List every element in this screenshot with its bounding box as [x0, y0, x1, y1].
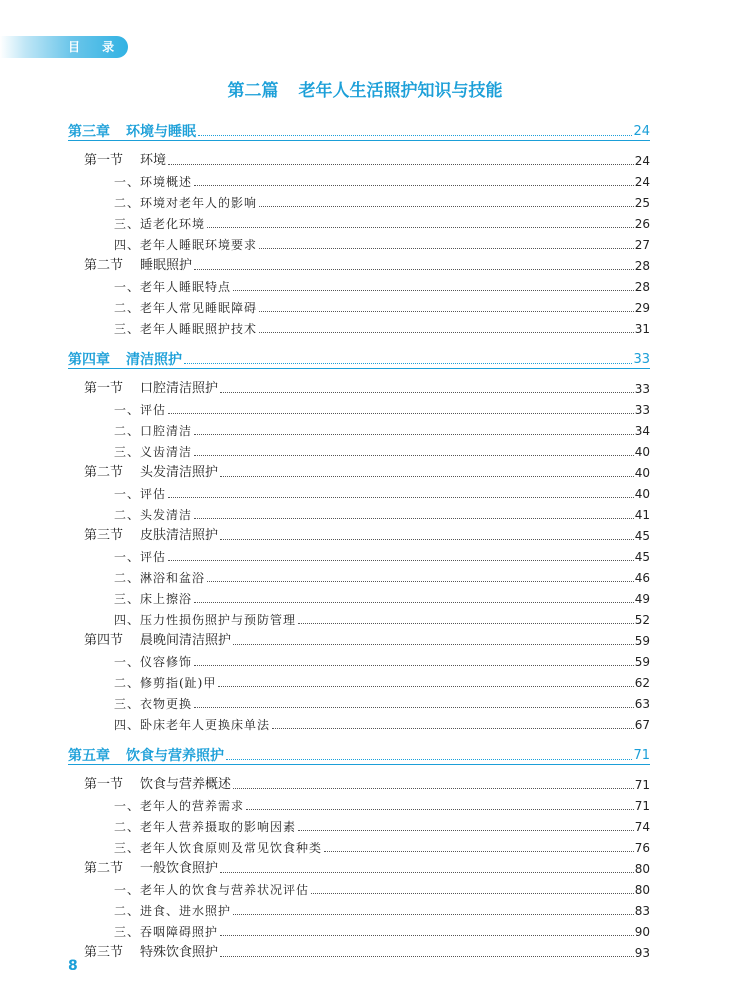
item-title: 一、评估: [114, 487, 167, 501]
toc-item-entry[interactable]: [68, 502, 650, 523]
toc-item-entry[interactable]: [68, 544, 650, 565]
toc-section-entry[interactable]: [68, 523, 650, 544]
item-title: 三、床上擦浴: [114, 592, 193, 606]
chapter-title: 饮食与营养照护: [126, 748, 224, 764]
section-label: [84, 945, 218, 961]
item-page: 40: [634, 445, 650, 459]
dot-leader: [220, 935, 634, 936]
dot-leader: [220, 476, 634, 477]
toc-item-entry[interactable]: [68, 691, 650, 712]
item-page: 24: [634, 175, 650, 189]
dot-leader: [226, 759, 632, 760]
dot-leader: [194, 602, 634, 603]
dot-leader: [194, 434, 634, 435]
chapter-page: 71: [633, 748, 650, 763]
dot-leader: [218, 686, 633, 687]
toc-item-entry[interactable]: [68, 586, 650, 607]
item-title: 二、老年人营养摄取的影响因素: [114, 820, 297, 834]
section-number: 第三节: [84, 945, 124, 960]
section-title: 一般饮食照护: [140, 861, 219, 876]
item-title: 一、老年人的营养需求: [114, 799, 245, 813]
chapter-page: 24: [633, 124, 650, 139]
dot-leader: [298, 830, 634, 831]
section-title: 睡眠照护: [140, 258, 193, 273]
dot-leader: [220, 539, 634, 540]
item-page: 26: [634, 217, 650, 231]
dot-leader: [298, 623, 634, 624]
toc-section-entry[interactable]: [68, 856, 650, 877]
dot-leader: [311, 893, 634, 894]
item-page: 25: [634, 196, 650, 210]
dot-leader: [194, 269, 634, 270]
item-page: 29: [634, 301, 650, 315]
chapter-page: 33: [633, 352, 650, 367]
dot-leader: [184, 363, 632, 364]
item-page: 74: [634, 820, 650, 834]
section-label: [84, 777, 231, 793]
section-title: 特殊饮食照护: [140, 945, 219, 960]
toc-item-entry[interactable]: [68, 190, 650, 211]
chapter-rule: [68, 140, 650, 141]
section-label: [84, 633, 231, 649]
chapter-label: [68, 748, 224, 764]
section-number: 第一节: [84, 381, 124, 396]
toc-item-entry[interactable]: [68, 877, 650, 898]
item-title: 二、环境对老年人的影响: [114, 196, 258, 210]
section-label: [84, 258, 192, 274]
chapter-label: [68, 352, 182, 368]
dot-leader: [233, 644, 634, 645]
dot-leader: [259, 248, 634, 249]
dot-leader: [259, 206, 634, 207]
item-title: 二、进食、进水照护: [114, 904, 232, 918]
toc-item-entry[interactable]: [68, 316, 650, 337]
item-page: 67: [634, 718, 650, 732]
toc-section-entry[interactable]: [68, 148, 650, 169]
section-page: 28: [634, 259, 650, 273]
toc-item-entry[interactable]: [68, 211, 650, 232]
section-number: 第一节: [84, 777, 124, 792]
toc-item-entry[interactable]: [68, 418, 650, 439]
page-number: 8: [68, 958, 78, 974]
dot-leader: [194, 665, 634, 666]
item-title: 一、仪容修饰: [114, 655, 193, 669]
section-label: [84, 861, 218, 877]
item-title: 一、老年人睡眠特点: [114, 280, 232, 294]
item-page: 45: [634, 550, 650, 564]
chapter-number: 第四章: [68, 352, 110, 368]
dot-leader: [233, 290, 634, 291]
item-page: 49: [634, 592, 650, 606]
chapter-number: 第三章: [68, 124, 110, 140]
toc-item-entry[interactable]: [68, 232, 650, 253]
dot-leader: [207, 227, 634, 228]
section-label: [84, 381, 218, 397]
section-page: 33: [634, 382, 650, 396]
item-page: 52: [634, 613, 650, 627]
item-title: 四、老年人睡眠环境要求: [114, 238, 258, 252]
section-label: [84, 465, 218, 481]
chapter-title: 环境与睡眠: [126, 124, 196, 140]
toc-item-entry[interactable]: [68, 169, 650, 190]
section-page: 80: [634, 862, 650, 876]
toc-item-entry[interactable]: [68, 835, 650, 856]
section-number: 第三节: [84, 528, 124, 543]
toc-section-entry[interactable]: [68, 253, 650, 274]
header-label: 目 录: [68, 40, 124, 54]
toc-chapter-entry[interactable]: [68, 742, 650, 764]
section-number: 第二节: [84, 861, 124, 876]
table-of-contents: [68, 118, 650, 961]
item-page: 63: [634, 697, 650, 711]
section-title: 头发清洁照护: [140, 465, 219, 480]
dot-leader: [194, 518, 634, 519]
item-title: 二、老年人常见睡眠障碍: [114, 301, 258, 315]
toc-item-entry[interactable]: [68, 898, 650, 919]
header-tab: [0, 36, 128, 58]
toc-item-entry[interactable]: [68, 607, 650, 628]
section-page: 93: [634, 946, 650, 960]
part-title: [0, 76, 730, 101]
part-name: 老年人生活照护知识与技能: [298, 81, 503, 101]
dot-leader: [233, 914, 634, 915]
toc-item-entry[interactable]: [68, 439, 650, 460]
item-title: 三、老年人睡眠照护技术: [114, 322, 258, 336]
section-title: 饮食与营养概述: [140, 777, 232, 792]
section-title: 皮肤清洁照护: [140, 528, 219, 543]
toc-item-entry[interactable]: [68, 919, 650, 940]
item-title: 三、老年人饮食原则及常见饮食种类: [114, 841, 323, 855]
dot-leader: [168, 497, 634, 498]
toc-item-entry[interactable]: [68, 814, 650, 835]
item-title: 一、老年人的饮食与营养状况评估: [114, 883, 310, 897]
item-page: 90: [634, 925, 650, 939]
dot-leader: [168, 164, 634, 165]
item-page: 46: [634, 571, 650, 585]
chapter-number: 第五章: [68, 748, 110, 764]
item-title: 二、淋浴和盆浴: [114, 571, 206, 585]
dot-leader: [207, 581, 634, 582]
dot-leader: [198, 135, 632, 136]
chapter-rule: [68, 764, 650, 765]
toc-item-entry[interactable]: [68, 295, 650, 316]
item-title: 三、适老化环境: [114, 217, 206, 231]
item-title: 二、修剪指(趾)甲: [114, 676, 217, 690]
toc-section-entry[interactable]: [68, 772, 650, 793]
item-title: 二、头发清洁: [114, 508, 193, 522]
toc-chapter-entry[interactable]: [68, 118, 650, 140]
chapter-title: 清洁照护: [126, 352, 182, 368]
item-page: 33: [634, 403, 650, 417]
section-title: 口腔清洁照护: [140, 381, 219, 396]
dot-leader: [259, 332, 634, 333]
item-page: 59: [634, 655, 650, 669]
section-label: [84, 528, 218, 544]
item-title: 三、吞咽障碍照护: [114, 925, 219, 939]
section-number: 第四节: [84, 633, 124, 648]
chapter-rule: [68, 368, 650, 369]
toc-section-entry[interactable]: [68, 376, 650, 397]
toc-item-entry[interactable]: [68, 565, 650, 586]
section-title: 晨晚间清洁照护: [140, 633, 232, 648]
item-page: 31: [634, 322, 650, 336]
section-label: [84, 153, 166, 169]
item-page: 41: [634, 508, 650, 522]
section-page: 71: [634, 778, 650, 792]
part-number: 第二篇: [227, 81, 279, 101]
section-page: 45: [634, 529, 650, 543]
dot-leader: [259, 311, 634, 312]
section-number: 第二节: [84, 465, 124, 480]
toc-item-entry[interactable]: [68, 649, 650, 670]
item-title: 一、环境概述: [114, 175, 193, 189]
item-page: 27: [634, 238, 650, 252]
dot-leader: [194, 185, 634, 186]
section-page: 59: [634, 634, 650, 648]
item-title: 二、口腔清洁: [114, 424, 193, 438]
toc-item-entry[interactable]: [68, 481, 650, 502]
dot-leader: [168, 413, 634, 414]
item-title: 四、卧床老年人更换床单法: [114, 718, 271, 732]
toc-item-entry[interactable]: [68, 397, 650, 418]
item-page: 34: [634, 424, 650, 438]
toc-section-entry[interactable]: [68, 628, 650, 649]
item-page: 71: [634, 799, 650, 813]
toc-chapter-entry[interactable]: [68, 346, 650, 368]
toc-item-entry[interactable]: [68, 712, 650, 733]
item-title: 三、衣物更换: [114, 697, 193, 711]
item-page: 40: [634, 487, 650, 501]
toc-item-entry[interactable]: [68, 793, 650, 814]
toc-section-entry[interactable]: [68, 940, 650, 961]
item-title: 四、压力性损伤照护与预防管理: [114, 613, 297, 627]
dot-leader: [246, 809, 634, 810]
section-page: 40: [634, 466, 650, 480]
item-page: 76: [634, 841, 650, 855]
item-page: 83: [634, 904, 650, 918]
section-number: 第一节: [84, 153, 124, 168]
item-title: 一、评估: [114, 550, 167, 564]
toc-section-entry[interactable]: [68, 460, 650, 481]
dot-leader: [324, 851, 634, 852]
item-page: 62: [634, 676, 650, 690]
item-title: 三、义齿清洁: [114, 445, 193, 459]
section-number: 第二节: [84, 258, 124, 273]
item-page: 28: [634, 280, 650, 294]
dot-leader: [233, 788, 634, 789]
dot-leader: [220, 956, 634, 957]
chapter-label: [68, 124, 196, 140]
toc-item-entry[interactable]: [68, 670, 650, 691]
dot-leader: [220, 872, 634, 873]
dot-leader: [220, 392, 634, 393]
item-page: 80: [634, 883, 650, 897]
dot-leader: [194, 707, 634, 708]
dot-leader: [194, 455, 634, 456]
section-page: 24: [634, 154, 650, 168]
dot-leader: [168, 560, 634, 561]
dot-leader: [272, 728, 634, 729]
toc-item-entry[interactable]: [68, 274, 650, 295]
item-title: 一、评估: [114, 403, 167, 417]
section-title: 环境: [140, 153, 167, 168]
